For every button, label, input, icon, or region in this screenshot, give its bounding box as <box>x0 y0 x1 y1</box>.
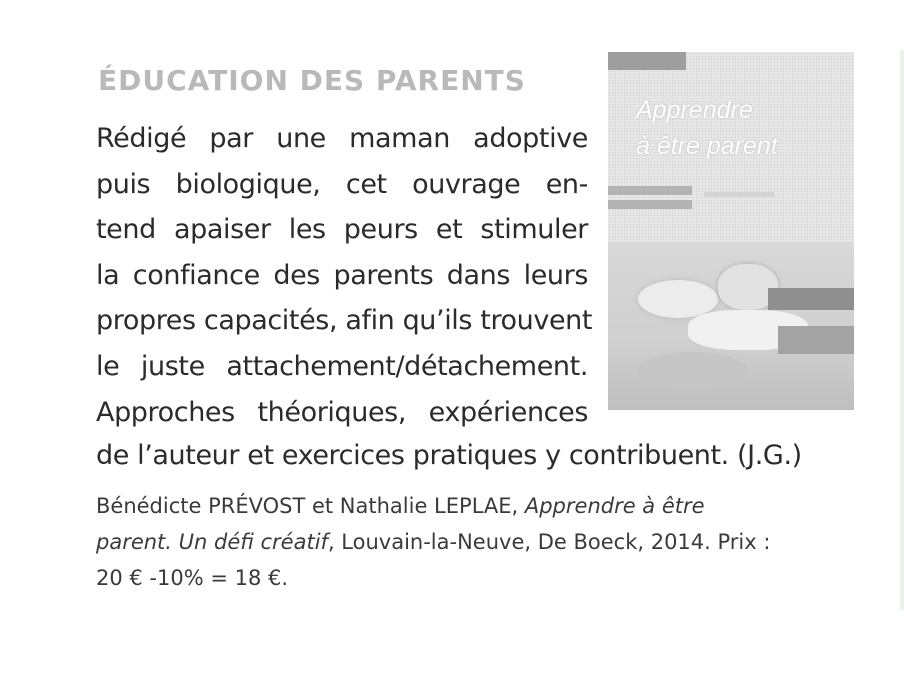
cover-title-line2: à être parent <box>636 132 778 160</box>
description-paragraph <box>96 116 593 435</box>
book-title-part2: parent. Un défi créatif <box>96 530 328 554</box>
description-line: la confiance des parents dans leurs <box>96 259 588 291</box>
book-cover-image <box>608 52 854 410</box>
bibliography <box>96 488 770 596</box>
description-line: propres capacités, afin qu’ils trouvent <box>96 305 593 337</box>
description-line: Approches théoriques, expériences <box>96 396 588 428</box>
description-last-line: de l’auteur et exercices pratiques y contribuent. (J.G.) <box>96 440 802 471</box>
book-publication: , Louvain-la-Neuve, De Boeck, 2014. Prix : <box>327 530 771 554</box>
section-title: ÉDUCATION DES PARENTS <box>98 64 526 97</box>
cover-photo-shape <box>638 352 748 388</box>
cover-band <box>608 186 692 195</box>
book-authors: Bénédicte PRÉVOST et Nathalie LEPLAE, <box>96 494 525 518</box>
bibliography-line-2 <box>96 524 770 560</box>
cover-photo-shape <box>778 326 854 354</box>
description-line: le juste attachement/détachement. <box>96 350 588 382</box>
description-line: tend apaiser les peurs et stimuler <box>96 214 588 246</box>
cover-title-line1: Apprendre <box>636 96 753 124</box>
scan-edge <box>900 50 904 610</box>
book-title-part1: Apprendre à être <box>524 494 705 518</box>
cover-band <box>608 200 692 209</box>
cover-tab <box>608 52 686 70</box>
cover-subtitle-bar <box>704 192 774 197</box>
cover-photo-shape <box>768 288 854 310</box>
bibliography-line-1 <box>96 488 770 524</box>
book-price: 20 € -10% = 18 €. <box>96 566 289 590</box>
description-line: puis biologique, cet ouvrage en- <box>96 168 588 200</box>
description-line: Rédigé par une maman adoptive <box>96 123 588 154</box>
